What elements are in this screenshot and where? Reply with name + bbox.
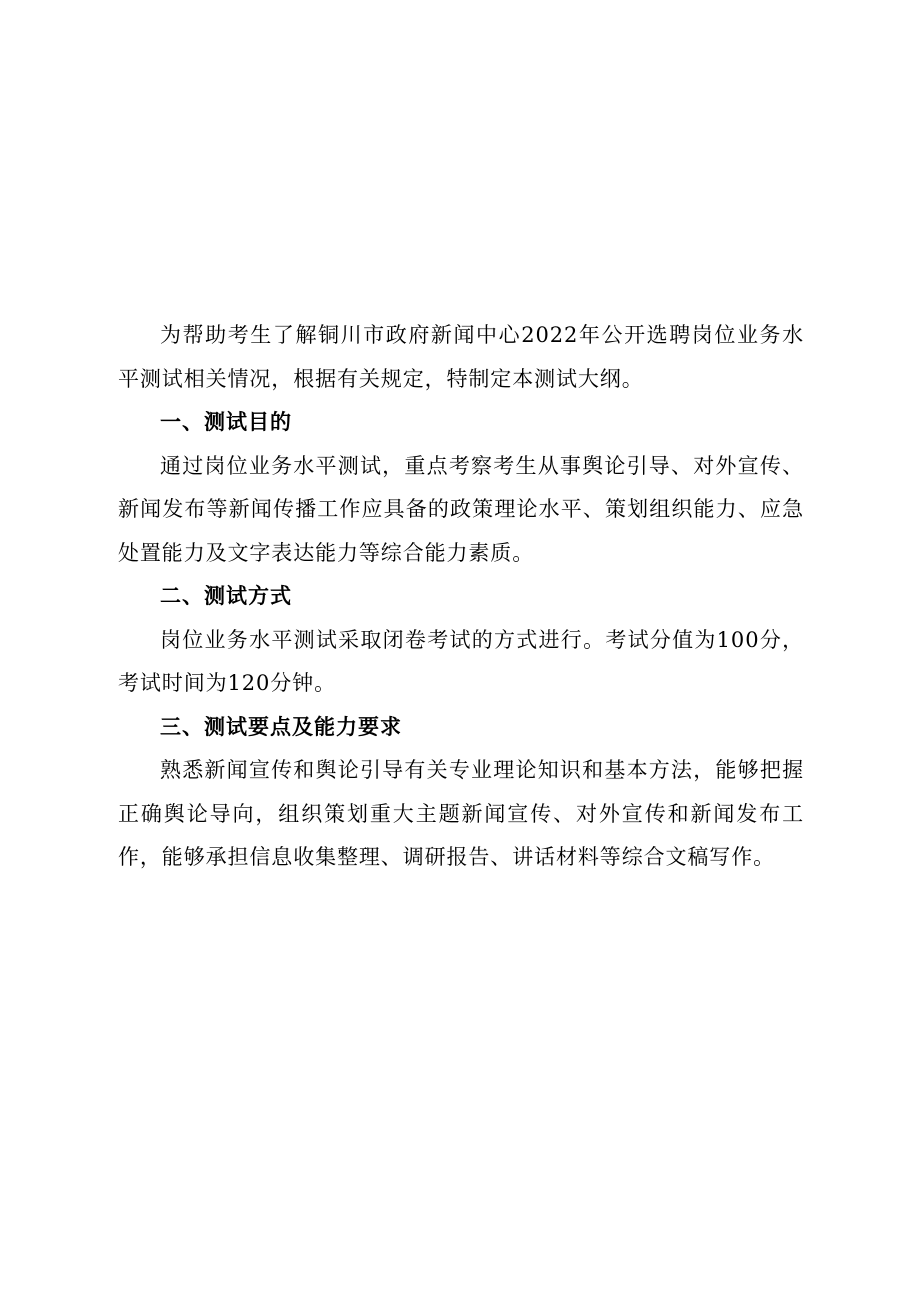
section-body-method: 岗位业务水平测试采取闭卷考试的方式进行。考试分值为100分，考试时间为120分钟。: [118, 627, 804, 695]
section-heading-requirements: 三、测试要点及能力要求: [160, 714, 402, 739]
section-heading-method: 二、测试方式: [160, 584, 292, 608]
intro-paragraph: 为帮助考生了解铜川市政府新闻中心2022年公开选聘岗位业务水平测试相关情况，根据有关规定，特制定本测试大纲。: [118, 323, 804, 391]
section-heading-purpose: 一、测试目的: [160, 410, 292, 434]
section-body-requirements: 熟悉新闻宣传和舆论引导有关专业理论知识和基本方法，能够把握正确舆论导向，组织策划重大主题新闻宣传、对外宣传和新闻发布工作，能够承担信息收集整理、调研报告、讲话材料等综合文稿写作。: [118, 758, 804, 869]
section-body-purpose: 通过岗位业务水平测试，重点考察考生从事舆论引导、对外宣传、新闻发布等新闻传播工作应具备的政策理论水平、策划组织能力、应急处置能力及文字表达能力等综合能力素质。: [118, 453, 804, 565]
document-body: [118, 314, 804, 880]
